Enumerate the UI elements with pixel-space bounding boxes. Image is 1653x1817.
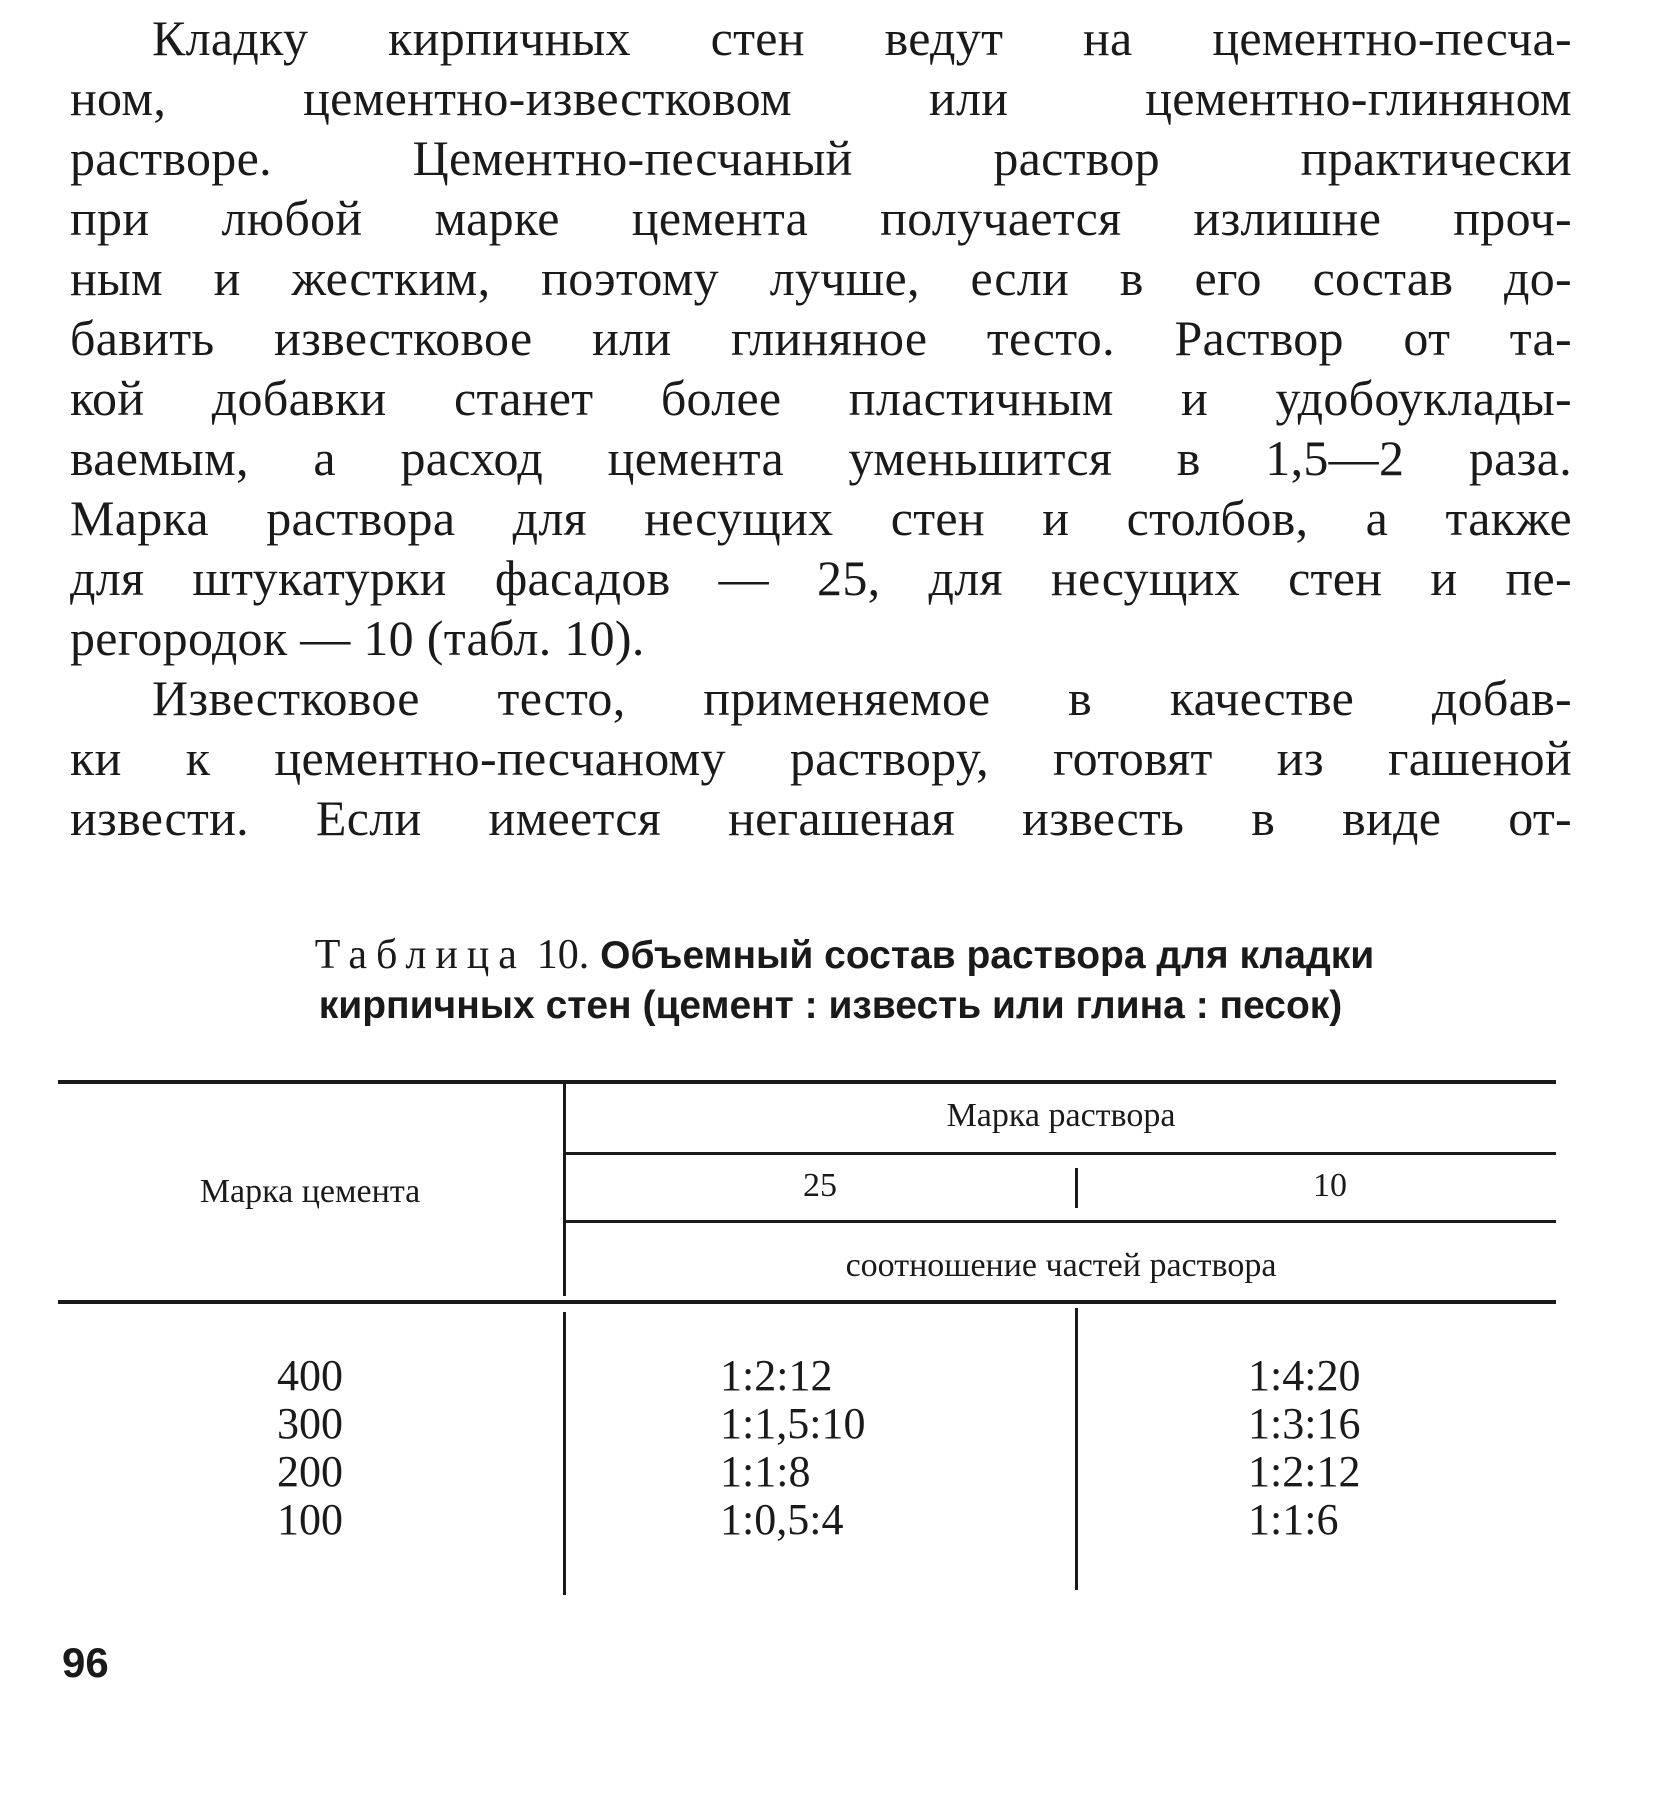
table-title: Объемный состав раствора для кладки [600, 934, 1375, 977]
header-grade-25: 25 [803, 1167, 837, 1204]
header-grade-divider [1075, 1168, 1078, 1208]
table-caption-line-2: кирпичных стен (цемент : известь или глина : песок) [318, 984, 1343, 1027]
header-subrule-2 [566, 1220, 1556, 1223]
text-line: при любой марке цемента получается излишне проч- [70, 190, 1572, 246]
cell-ratio-10: 1:2:12 [1248, 1447, 1361, 1496]
table-caption [0, 930, 1653, 1031]
text-line: Известковое тесто, применяемое в качестве добав- [152, 670, 1572, 726]
cell-ratio-10: 1:1:6 [1248, 1495, 1339, 1544]
cell-ratio-10: 1:4:20 [1248, 1351, 1361, 1400]
text-line: растворе. Цементно-песчаный раствор практически [70, 130, 1572, 186]
body-divider-left [563, 1312, 566, 1595]
paragraph-1 [70, 8, 1572, 668]
page-number: 96 [62, 1639, 109, 1686]
text-line: кой добавки станет более пластичным и удобоуклады- [70, 370, 1572, 426]
text-line: для штукатурки фасадов — 25, для несущих стен и пе- [70, 550, 1572, 606]
body-divider-right [1075, 1308, 1078, 1590]
text-line: бавить известковое или глиняное тесто. Раствор от та- [70, 310, 1572, 366]
cell-ratio-25: 1:1:8 [720, 1447, 811, 1496]
table-top-rule [58, 1080, 1556, 1084]
cell-ratio-25: 1:0,5:4 [720, 1495, 844, 1544]
header-mortar-grade: Марка раствора [946, 1097, 1176, 1134]
header-ratio-label: соотношение частей раствора [845, 1247, 1277, 1284]
cell-ratio-25: 1:1,5:10 [720, 1399, 866, 1448]
text-line: извести. Если имеется негашеная известь в виде от- [70, 790, 1572, 846]
text-line: ваемым, а расход цемента уменьшится в 1,5—2 раза. [70, 430, 1572, 486]
header-grade-10: 10 [1313, 1167, 1347, 1204]
cell-ratio-25: 1:2:12 [720, 1351, 833, 1400]
table-number: 10. [536, 932, 590, 978]
table-label: Таблица [314, 932, 526, 978]
text-line: Кладку кирпичных стен ведут на цементно-песча- [152, 10, 1572, 66]
header-subrule-1 [566, 1152, 1556, 1155]
table-caption-line-1 [0, 930, 1653, 981]
text-line: Марка раствора для несущих стен и столбов, а также [70, 490, 1572, 546]
cell-cement-grade: 200 [277, 1447, 343, 1496]
cell-cement-grade: 400 [277, 1351, 343, 1400]
header-bottom-rule [58, 1300, 1556, 1304]
header-cement-grade: Марка цемента [199, 1173, 421, 1210]
cell-cement-grade: 100 [277, 1495, 343, 1544]
cell-cement-grade: 300 [277, 1399, 343, 1448]
paragraph-2 [70, 668, 1572, 848]
cell-ratio-10: 1:3:16 [1248, 1399, 1361, 1448]
text-line: ным и жестким, поэтому лучше, если в его состав до- [70, 250, 1572, 306]
text-line: регородок — 10 (табл. 10). [70, 610, 645, 666]
text-line: ном, цементно-известковом или цементно-глиняном [70, 70, 1572, 126]
text-line: ки к цементно-песчаному раствору, готовят из гашеной [70, 730, 1572, 786]
